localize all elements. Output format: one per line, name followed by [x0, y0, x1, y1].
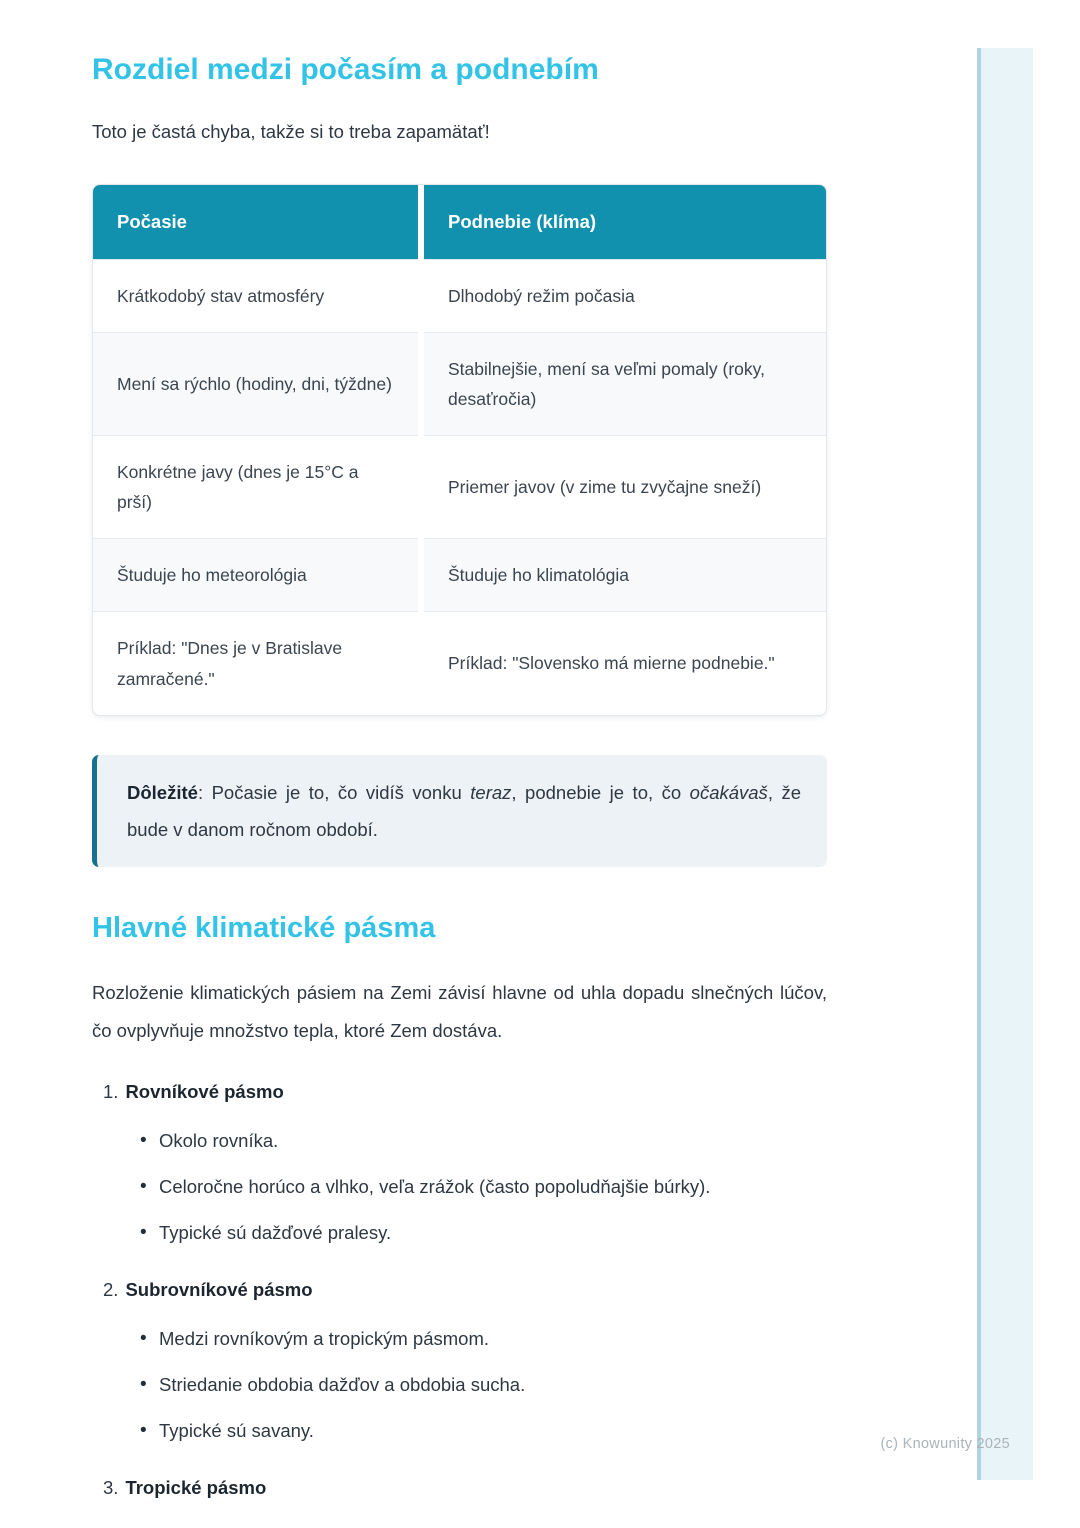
comparison-table — [92, 184, 827, 716]
section-number: 2. — [103, 1279, 119, 1301]
table-cell: Krátkodobý stav atmosféry — [93, 259, 418, 332]
bullet-icon: • — [140, 1130, 147, 1152]
bullet-icon: • — [140, 1374, 147, 1396]
copyright-text: (c) Knowunity 2025 — [880, 1436, 1010, 1452]
section-title: Rovníkové pásmo — [125, 1080, 284, 1102]
bullet-text: Celoročne horúco a vlhko, veľa zrážok (často popoludňajšie búrky). — [159, 1176, 711, 1198]
bullet-text: Typické sú dažďové pralesy. — [159, 1222, 392, 1244]
table-cell: Dlhodobý režim počasia — [424, 259, 826, 332]
important-callout — [92, 755, 827, 867]
bullet-item — [140, 1416, 827, 1446]
bullet-list — [92, 1324, 827, 1446]
table-cell: Konkrétne javy (dnes je 15°C a prší) — [93, 435, 418, 538]
bullet-item — [140, 1324, 827, 1354]
page-subtitle: Toto je častá chyba, takže si to treba zapamätať! — [92, 120, 490, 142]
bullet-text: Typické sú savany. — [159, 1420, 314, 1442]
callout-text-segment: , podnebie je to, čo — [511, 781, 690, 803]
table-cell: Príklad: "Dnes je v Bratislave zamračené." — [93, 611, 418, 714]
table-cell: Mení sa rýchlo (hodiny, dni, týždne) — [93, 332, 418, 435]
callout-text-segment: , že bude v danom ročnom období. — [127, 781, 801, 840]
callout-text-segment: očakávaš — [689, 781, 768, 803]
section-number: 3. — [103, 1477, 119, 1499]
callout-text-segment: teraz — [470, 781, 512, 803]
numbered-section — [92, 1278, 827, 1301]
table-cell: Priemer javov (v zime tu zvyčajne sneží) — [424, 435, 826, 538]
bullet-icon: • — [140, 1420, 147, 1442]
intro-paragraph: Rozloženie klimatických pásiem na Zemi závisí hlavne od uhla dopadu slnečných lúčov, čo ovplyvňuje množstvo tepla, ktoré Zem dostáva. — [92, 982, 827, 1041]
section-number: 1. — [103, 1080, 119, 1102]
table-cell: Študuje ho klimatológia — [424, 538, 826, 611]
bullet-icon: • — [140, 1328, 147, 1350]
bullet-icon: • — [140, 1222, 147, 1244]
bullet-icon: • — [140, 1176, 147, 1198]
page-title: Rozdiel medzi počasím a podnebím — [92, 53, 599, 86]
table-cell: Stabilnejšie, mení sa veľmi pomaly (roky, desaťročia) — [424, 332, 826, 435]
callout-text-segment: Dôležité — [127, 781, 198, 803]
bullet-item — [140, 1218, 827, 1248]
bullet-text: Okolo rovníka. — [159, 1130, 279, 1152]
table-cell: Študuje ho meteorológia — [93, 538, 418, 611]
bullet-item — [140, 1172, 827, 1202]
table-header-cell-climate: Podnebie (klíma) — [424, 185, 826, 259]
page-edge-strip — [977, 48, 1033, 1480]
bullet-list — [92, 1126, 827, 1248]
bullet-text: Striedanie obdobia dažďov a obdobia sucha. — [159, 1374, 526, 1396]
bullet-text: Medzi rovníkovým a tropickým pásmom. — [159, 1328, 490, 1350]
callout-text-segment: : Počasie je to, čo vidíš vonku — [197, 781, 471, 803]
bullet-item — [140, 1126, 827, 1156]
section-heading-climate-zones: Hlavné klimatické pásma — [92, 911, 436, 944]
table-cell: Príklad: "Slovensko má mierne podnebie." — [424, 611, 826, 714]
document-page — [92, 0, 827, 1499]
section-title: Subrovníkové pásmo — [125, 1279, 313, 1301]
section-title: Tropické pásmo — [125, 1477, 267, 1499]
climate-zones-list — [92, 1080, 827, 1499]
numbered-section — [92, 1080, 827, 1103]
table-header-cell-weather: Počasie — [93, 185, 418, 259]
bullet-item — [140, 1370, 827, 1400]
numbered-section — [92, 1476, 827, 1499]
